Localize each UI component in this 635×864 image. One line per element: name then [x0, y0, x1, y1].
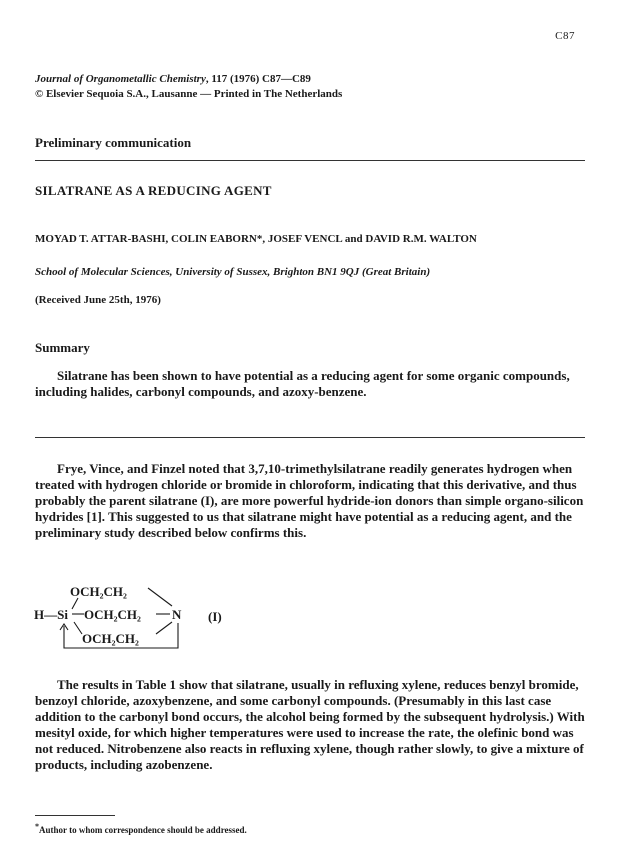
bond-top-n — [148, 588, 172, 606]
publisher-line: © Elsevier Sequoia S.A., Lausanne — Printed in The Netherlands — [35, 88, 343, 100]
footnote-mark: * — [35, 822, 39, 831]
divider — [35, 160, 585, 161]
footnote-divider — [35, 815, 115, 816]
footnote — [35, 822, 247, 835]
structure-bottom-group: OCH₂CH₂ — [82, 631, 139, 646]
summary-text: Silatrane has been shown to have potential as a reducing agent for some organic compounds, including halides, carbonyl compounds, and azoxy-benzene. — [35, 368, 570, 399]
author-list: MOYAD T. ATTAR-BASHI, COLIN EABORN*, JOSEF VENCL and DAVID R.M. WALTON — [35, 233, 477, 245]
structure-nitrogen: N — [172, 607, 182, 622]
body-paragraph-1: Frye, Vince, and Finzel noted that 3,7,10-trimethylsilatrane readily generates hydrogen when treated with hydrogen chloride or bromide in chloroform, indicating that this derivative, and thus probably the parent silatrane (I), are more powerful hydride-ion donors than simple organo-silicon hydrides [1]. This suggested to us that silatrane might have potential as a reducing agent, and the preliminary study described below confirms this. — [35, 461, 584, 540]
bond-si-top — [72, 598, 78, 609]
summary-heading: Summary — [35, 340, 90, 355]
article-title: SILATRANE AS A REDUCING AGENT — [35, 183, 272, 198]
received-date: (Received June 25th, 1976) — [35, 294, 161, 306]
structure-top-group: OCH₂CH₂ — [70, 584, 127, 599]
affiliation: School of Molecular Sciences, University of Sussex, Brighton BN1 9QJ (Great Britain) — [35, 266, 431, 278]
section-heading: Preliminary communication — [35, 135, 192, 150]
journal-volume: , 117 (1976) C87—C89 — [205, 73, 311, 85]
bond-bottom-n — [156, 622, 172, 634]
structure-middle-group: OCH₂CH₂ — [84, 607, 141, 622]
divider — [35, 437, 585, 438]
journal-citation — [35, 72, 342, 102]
structure-si-label: H—Si — [34, 607, 68, 622]
compound-label: (I) — [208, 609, 222, 624]
journal-name: Journal of Organometallic Chemistry — [35, 73, 206, 85]
body-paragraph-2: The results in Table 1 show that silatrane, usually in refluxing xylene, reduces benzyl bromide, benzoyl chloride, azoxybenzene, and some carbonyl compounds. (Presumably in this last case addition to the carbonyl bond occurs, the alcohol being formed by the subsequent hydrolysis.) With mesityl oxide, for which higher temperatures were used to increase the rate, the olefinic bond was not reduced. Nitrobenzene also reacts in refluxing xylene, though rather slowly, to give a mixture of products, including azobenzene. — [35, 677, 585, 772]
bond-si-bottom — [74, 622, 82, 634]
page-number: C87 — [555, 30, 575, 42]
footnote-text: Author to whom correspondence should be addressed. — [39, 825, 247, 835]
